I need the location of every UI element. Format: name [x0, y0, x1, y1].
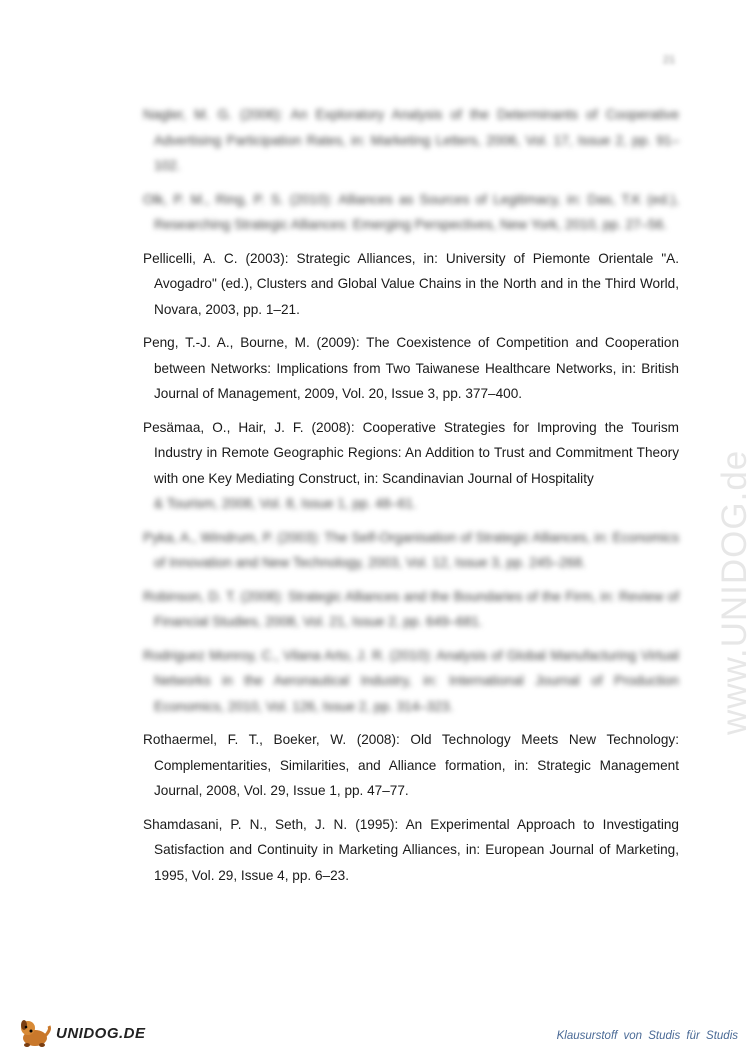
watermark: www.UNIDOG.de: [715, 449, 754, 735]
reference-entry: Rothaermel, F. T., Boeker, W. (2008): Old Technology Meets New Technology: Complementarities, Similarities, and Alliance formation, in: Strategic Management Journal, 2008, Vol. 29, Issue 1, pp. 47–77.: [143, 732, 679, 798]
reference-entry: Nagler, M. G. (2006): An Exploratory Analysis of the Determinants of Cooperative Advertising Participation Rates, in: Marketing Letters, 2006, Vol. 17, Issue 2, pp. 91–102.: [143, 107, 679, 173]
reference-entry: Rodriguez Monroy, C., Vilana Arto, J. R. (2010): Analysis of Global Manufacturing Virtual Networks in the Aeronautical Industry, in: International Journal of Production Economics, 2010, Vol. 126, Issue 2, pp. 314–323.: [143, 647, 679, 714]
reference-entry: Olk, P. M., Ring, P. S. (2010): Alliances as Sources of Legitimacy, in: Das, T.K (ed.), Researching Strategic Alliances: Emerging Perspectives, New York, 2010, pp. 27–56.: [143, 191, 679, 232]
reference-entry: Pesämaa, O., Hair, J. F. (2008): Cooperative Strategies for Improving the Tourism Industry in Remote Geographic Regions: An Addition to Trust and Commitment Theory with one Key Mediating Construct, in: Scandinavian Journal of Hospitality: [143, 419, 679, 486]
reference-entry-continuation: & Tourism, 2008, Vol. 8, Issue 1, pp. 48–61.: [154, 496, 417, 511]
reference-entry: Peng, T.-J. A., Bourne, M. (2009): The Coexistence of Competition and Cooperation between Networks: Implications from Two Taiwanese Healthcare Networks, in: British Journal of Management, 2009, Vol. 20, Issue 3, pp. 377–400.: [143, 335, 679, 401]
footer-tagline: Klausurstoff von Studis für Studis: [556, 1030, 738, 1042]
reference-entry: Pyka, A., Windrum, P. (2003): The Self-Organisation of Strategic Alliances, in: Economics of Innovation and New Technology, 2003, Vol. 12, Issue 3, pp. 245–268.: [143, 529, 679, 570]
reference-entry: Pellicelli, A. C. (2003): Strategic Alliances, in: University of Piemonte Orientale "A. Avogadro" (ed.), Clusters and Global Value Chains in the North and in the Third World, Novara, 2003, pp. 1–21.: [143, 250, 679, 317]
page-number: 21: [663, 54, 676, 66]
reference-entry: Shamdasani, P. N., Seth, J. N. (1995): An Experimental Approach to Investigating Satisfaction and Continuity in Marketing Alliances, in: European Journal of Marketing, 1995, Vol. 29, Issue 4, pp. 6–23.: [143, 816, 679, 883]
reference-entry: Robinson, D. T. (2008): Strategic Alliances and the Boundaries of the Firm, in: Review of Financial Studies, 2008, Vol. 21, Issue 2, pp. 649–681.: [143, 588, 679, 629]
unidog-logo[interactable]: [18, 1018, 146, 1048]
dog-icon: [18, 1018, 54, 1048]
logo-text: UNIDOG.DE: [56, 1024, 146, 1042]
reference-list: [143, 102, 679, 896]
